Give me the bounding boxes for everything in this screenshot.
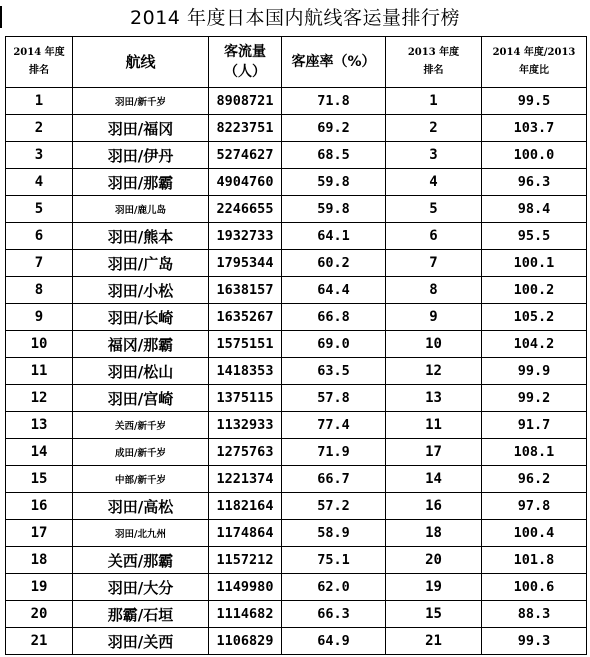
- cell-route: 羽田/熊本: [73, 223, 209, 250]
- cell-ratio: 100.4: [482, 520, 587, 547]
- cell-rank-2014: 21: [6, 628, 73, 655]
- cell-volume: 8223751: [209, 115, 282, 142]
- cell-volume: 1114682: [209, 601, 282, 628]
- cell-load-factor: 62.0: [282, 574, 386, 601]
- cell-rank-2014: 6: [6, 223, 73, 250]
- cell-route: 羽田/小松: [73, 277, 209, 304]
- cell-rank-2014: 9: [6, 304, 73, 331]
- cell-load-factor: 77.4: [282, 412, 386, 439]
- cell-ratio: 105.2: [482, 304, 587, 331]
- cell-route: 羽田/鹿儿岛: [73, 196, 209, 223]
- cell-ratio: 100.1: [482, 250, 587, 277]
- cell-volume: 1795344: [209, 250, 282, 277]
- header-load-factor-label: 客座率（%）: [291, 54, 376, 70]
- cell-rank-2014: 16: [6, 493, 73, 520]
- cell-rank-2014: 17: [6, 520, 73, 547]
- table-body: [6, 88, 587, 655]
- cell-rank-2013: 3: [386, 142, 482, 169]
- table-row: [6, 520, 587, 547]
- cell-rank-2013: 19: [386, 574, 482, 601]
- cell-route: 羽田/长崎: [73, 304, 209, 331]
- cell-rank-2013: 4: [386, 169, 482, 196]
- cell-rank-2014: 1: [6, 88, 73, 115]
- cell-ratio: 88.3: [482, 601, 587, 628]
- cell-ratio: 98.4: [482, 196, 587, 223]
- cell-volume: 1275763: [209, 439, 282, 466]
- cell-load-factor: 60.2: [282, 250, 386, 277]
- cell-route: 羽田/关西: [73, 628, 209, 655]
- cell-load-factor: 64.1: [282, 223, 386, 250]
- cell-route: 那霸/石垣: [73, 601, 209, 628]
- cell-rank-2014: 12: [6, 385, 73, 412]
- cell-load-factor: 75.1: [282, 547, 386, 574]
- header-ratio: [482, 37, 587, 88]
- table-row: [6, 601, 587, 628]
- cell-load-factor: 69.0: [282, 331, 386, 358]
- cell-load-factor: 64.4: [282, 277, 386, 304]
- cell-rank-2013: 13: [386, 385, 482, 412]
- table-row: [6, 223, 587, 250]
- header-ratio-line2: 年度比: [519, 65, 549, 76]
- header-rank-2013-line1: 2013 年度: [407, 47, 460, 58]
- cell-route: 成田/新千岁: [73, 439, 209, 466]
- cell-volume: 1635267: [209, 304, 282, 331]
- page-title: 2014 年度日本国内航线客运量排行榜: [130, 7, 460, 29]
- cell-ratio: 99.3: [482, 628, 587, 655]
- cell-volume: 1418353: [209, 358, 282, 385]
- table-row: [6, 466, 587, 493]
- cell-ratio: 96.2: [482, 466, 587, 493]
- cell-volume: 8908721: [209, 88, 282, 115]
- cell-rank-2013: 7: [386, 250, 482, 277]
- cell-ratio: 108.1: [482, 439, 587, 466]
- cell-volume: 5274627: [209, 142, 282, 169]
- cell-rank-2014: 8: [6, 277, 73, 304]
- cell-route: 关西/新千岁: [73, 412, 209, 439]
- header-row: [6, 37, 587, 88]
- cell-rank-2013: 17: [386, 439, 482, 466]
- cell-rank-2014: 2: [6, 115, 73, 142]
- cell-ratio: 104.2: [482, 331, 587, 358]
- table-row: [6, 196, 587, 223]
- cell-rank-2014: 3: [6, 142, 73, 169]
- cell-volume: 1157212: [209, 547, 282, 574]
- cell-route: 羽田/宫崎: [73, 385, 209, 412]
- table-row: [6, 574, 587, 601]
- cell-ratio: 99.2: [482, 385, 587, 412]
- table-row: [6, 547, 587, 574]
- cell-rank-2014: 14: [6, 439, 73, 466]
- cell-ratio: 91.7: [482, 412, 587, 439]
- cell-ratio: 100.6: [482, 574, 587, 601]
- cell-rank-2013: 20: [386, 547, 482, 574]
- cell-load-factor: 66.3: [282, 601, 386, 628]
- cell-rank-2013: 6: [386, 223, 482, 250]
- cell-rank-2013: 9: [386, 304, 482, 331]
- cell-volume: 1174864: [209, 520, 282, 547]
- cell-volume: 1132933: [209, 412, 282, 439]
- cell-load-factor: 66.7: [282, 466, 386, 493]
- table-row: [6, 250, 587, 277]
- cell-ratio: 96.3: [482, 169, 587, 196]
- table-row: [6, 628, 587, 655]
- cell-rank-2014: 5: [6, 196, 73, 223]
- cell-volume: 1575151: [209, 331, 282, 358]
- cell-rank-2013: 14: [386, 466, 482, 493]
- cell-ratio: 95.5: [482, 223, 587, 250]
- cell-load-factor: 66.8: [282, 304, 386, 331]
- header-volume-line1: 客流量: [224, 44, 266, 60]
- cell-rank-2013: 2: [386, 115, 482, 142]
- cell-route: 羽田/高松: [73, 493, 209, 520]
- cell-volume: 1932733: [209, 223, 282, 250]
- cell-ratio: 99.5: [482, 88, 587, 115]
- cell-ratio: 101.8: [482, 547, 587, 574]
- table-row: [6, 439, 587, 466]
- cell-rank-2013: 10: [386, 331, 482, 358]
- cell-route: 羽田/新千岁: [73, 88, 209, 115]
- cell-ratio: 99.9: [482, 358, 587, 385]
- cell-load-factor: 57.2: [282, 493, 386, 520]
- cell-ratio: 100.0: [482, 142, 587, 169]
- cell-rank-2013: 15: [386, 601, 482, 628]
- cell-rank-2014: 7: [6, 250, 73, 277]
- cell-rank-2013: 11: [386, 412, 482, 439]
- cell-load-factor: 57.8: [282, 385, 386, 412]
- cell-route: 羽田/广岛: [73, 250, 209, 277]
- cell-load-factor: 69.2: [282, 115, 386, 142]
- cell-volume: 1106829: [209, 628, 282, 655]
- cell-route: 羽田/伊丹: [73, 142, 209, 169]
- cell-load-factor: 71.9: [282, 439, 386, 466]
- cell-rank-2013: 16: [386, 493, 482, 520]
- cell-rank-2013: 8: [386, 277, 482, 304]
- table-row: [6, 385, 587, 412]
- table-row: [6, 331, 587, 358]
- cell-rank-2014: 4: [6, 169, 73, 196]
- cell-volume: 1149980: [209, 574, 282, 601]
- cell-rank-2014: 10: [6, 331, 73, 358]
- cell-route: 羽田/那霸: [73, 169, 209, 196]
- table-row: [6, 169, 587, 196]
- header-volume-line2: （人）: [224, 64, 266, 80]
- header-ratio-line1: 2014 年度/2013: [492, 47, 576, 58]
- header-volume: [209, 37, 282, 88]
- cell-rank-2013: 18: [386, 520, 482, 547]
- ranking-table: [5, 36, 587, 655]
- cell-rank-2013: 1: [386, 88, 482, 115]
- cell-load-factor: 71.8: [282, 88, 386, 115]
- cell-volume: 1182164: [209, 493, 282, 520]
- header-rank-2014-line1: 2014 年度: [13, 47, 65, 58]
- header-rank-2013: [386, 37, 482, 88]
- cell-rank-2013: 5: [386, 196, 482, 223]
- table-row: [6, 277, 587, 304]
- header-rank-2014-line2: 排名: [29, 65, 49, 76]
- cell-rank-2014: 15: [6, 466, 73, 493]
- header-route-label: 航线: [125, 53, 156, 71]
- header-rank-2013-line2: 排名: [423, 65, 444, 76]
- table-row: [6, 304, 587, 331]
- cell-volume: 1375115: [209, 385, 282, 412]
- cell-load-factor: 64.9: [282, 628, 386, 655]
- cell-volume: 2246655: [209, 196, 282, 223]
- cell-route: 中部/新千岁: [73, 466, 209, 493]
- cell-rank-2013: 12: [386, 358, 482, 385]
- table-row: [6, 88, 587, 115]
- cell-load-factor: 59.8: [282, 169, 386, 196]
- cell-rank-2013: 21: [386, 628, 482, 655]
- cell-load-factor: 59.8: [282, 196, 386, 223]
- table-row: [6, 115, 587, 142]
- table-row: [6, 358, 587, 385]
- cell-route: 羽田/松山: [73, 358, 209, 385]
- table-row: [6, 412, 587, 439]
- cell-route: 羽田/福冈: [73, 115, 209, 142]
- cell-rank-2014: 13: [6, 412, 73, 439]
- cell-route: 羽田/北九州: [73, 520, 209, 547]
- cell-rank-2014: 20: [6, 601, 73, 628]
- cell-volume: 1638157: [209, 277, 282, 304]
- cell-route: 福冈/那霸: [73, 331, 209, 358]
- cell-volume: 4904760: [209, 169, 282, 196]
- cell-load-factor: 58.9: [282, 520, 386, 547]
- header-rank-2014: [6, 37, 73, 88]
- table-row: [6, 493, 587, 520]
- cell-route: 关西/那霸: [73, 547, 209, 574]
- table-row: [6, 142, 587, 169]
- cell-rank-2014: 19: [6, 574, 73, 601]
- cell-ratio: 103.7: [482, 115, 587, 142]
- cell-ratio: 97.8: [482, 493, 587, 520]
- cell-load-factor: 63.5: [282, 358, 386, 385]
- cell-load-factor: 68.5: [282, 142, 386, 169]
- cell-rank-2014: 18: [6, 547, 73, 574]
- cell-rank-2014: 11: [6, 358, 73, 385]
- cell-route: 羽田/大分: [73, 574, 209, 601]
- cell-volume: 1221374: [209, 466, 282, 493]
- header-load-factor: [282, 37, 386, 88]
- cell-ratio: 100.2: [482, 277, 587, 304]
- header-route: [73, 37, 209, 88]
